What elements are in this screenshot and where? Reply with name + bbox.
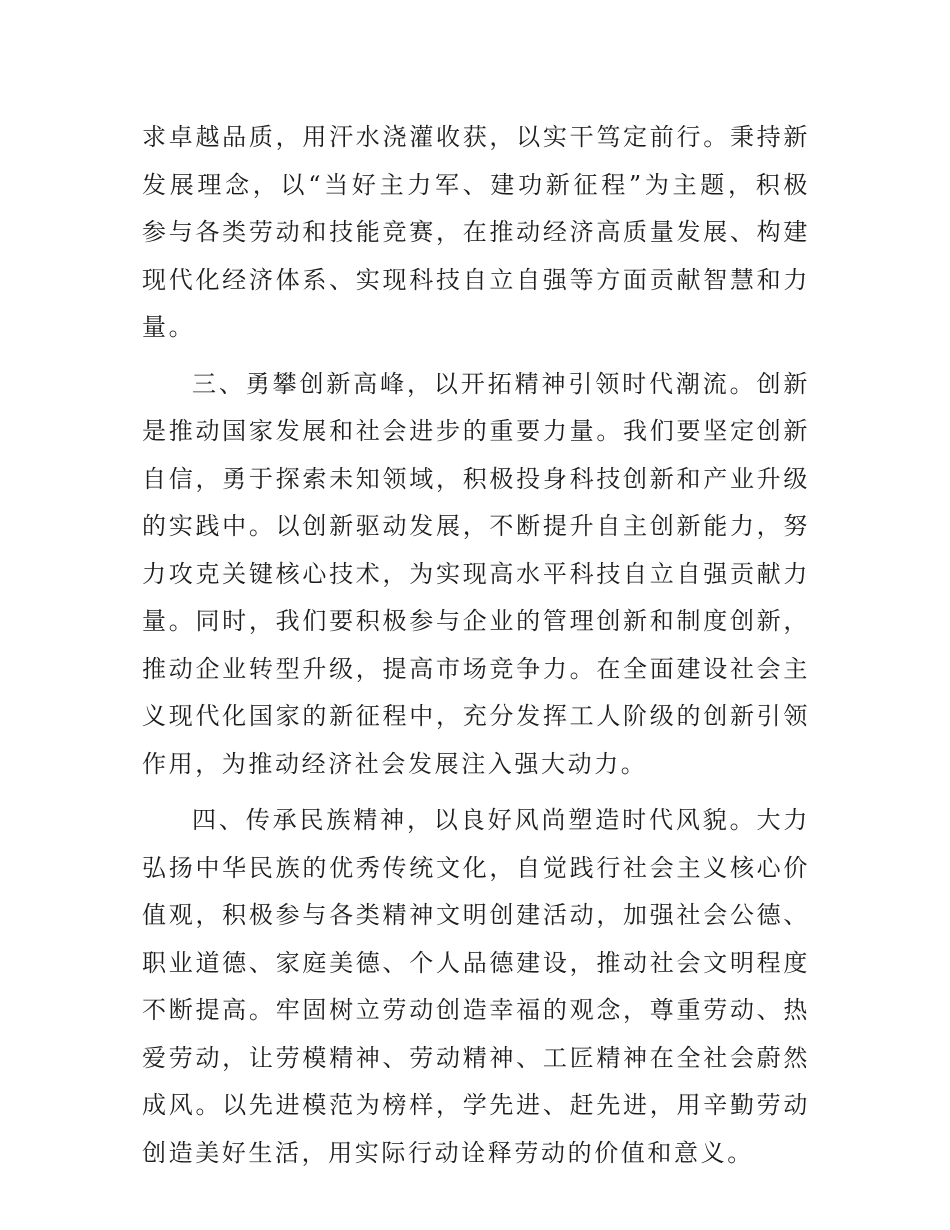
paragraph-continuation: 求卓越品质，用汗水浇灌收获，以实干笃定前行。秉持新发展理念，以“当好主力军、建功新征程”为主题，积极参与各类劳动和技能竞赛，在推动经济高质量发展、构建现代化经济体系、实现科技自立自强等方面贡献智慧和力量。: [142, 123, 810, 341]
paragraph-section-4: 四、传承民族精神，以良好风尚塑造时代风貌。大力弘扬中华民族的优秀传统文化，自觉践行社会主义核心价值观，积极参与各类精神文明创建活动，加强社会公德、职业道德、家庭美德、个人品德建设，推动社会文明程度不断提高。牢固树立劳动创造幸福的观念，尊重劳动、热爱劳动，让劳模精神、劳动精神、工匠精神在全社会蔚然成风。以先进模范为榜样，学先进、赶先进，用辛勤劳动创造美好生活，用实际行动诠释劳动的价值和意义。: [142, 806, 810, 1167]
document-body: [142, 114, 810, 1177]
paragraph-section-3: 三、勇攀创新高峰，以开拓精神引领时代潮流。创新是推动国家发展和社会进步的重要力量。我们要坚定创新自信，勇于探索未知领域，积极投身科技创新和产业升级的实践中。以创新驱动发展，不断提升自主创新能力，努力攻克关键核心技术，为实现高水平科技自立自强贡献力量。同时，我们要积极参与企业的管理创新和制度创新，推动企业转型升级，提高市场竞争力。在全面建设社会主义现代化国家的新征程中，充分发挥工人阶级的创新引领作用，为推动经济社会发展注入强大动力。: [142, 369, 810, 778]
